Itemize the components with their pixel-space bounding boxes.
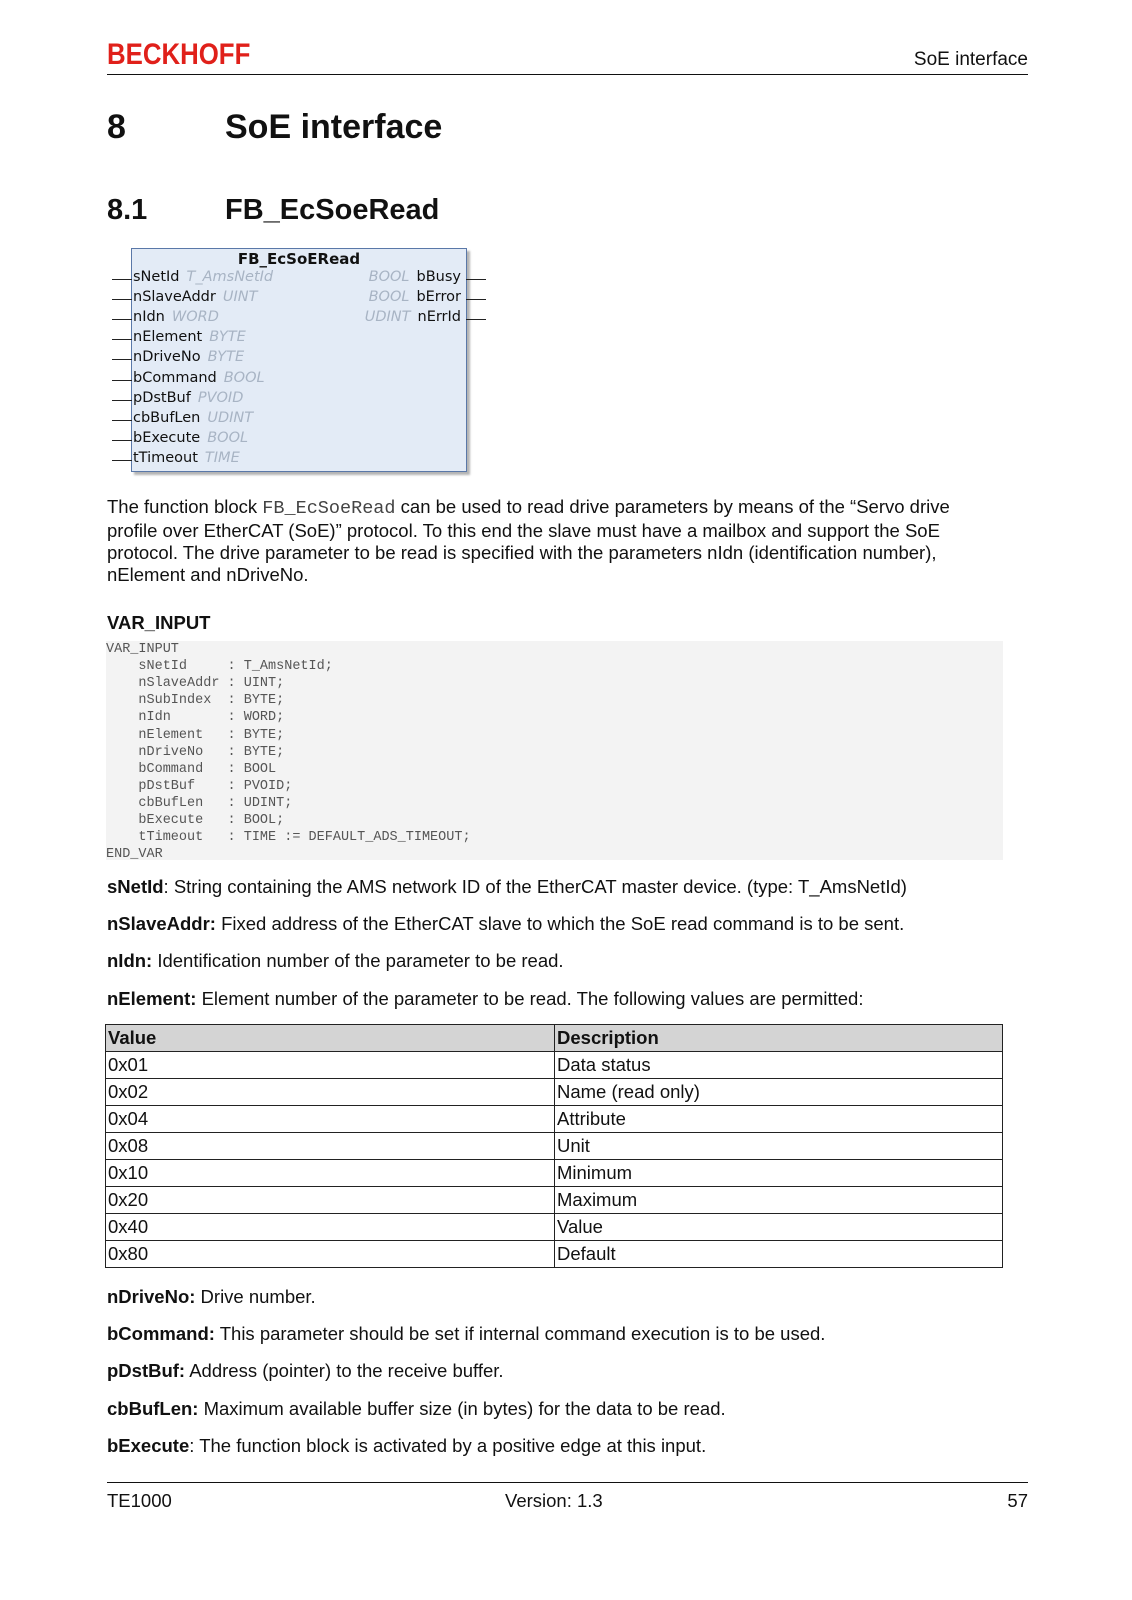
intro-line-4: nElement and nDriveNo. <box>107 564 309 585</box>
param-name: nIdn: <box>107 950 153 971</box>
fb-output-pin <box>365 309 461 325</box>
fb-name-code: FB_EcSoeRead <box>262 498 396 519</box>
fb-input-name: tTimeout <box>133 449 198 466</box>
param-separator: : <box>189 1435 200 1456</box>
section-title: FB_EcSoeRead <box>225 194 440 226</box>
fb-input-row <box>132 430 462 450</box>
code-line: nDriveNo : BYTE; <box>106 744 285 760</box>
fb-output-wire <box>466 319 486 320</box>
code-line: nElement : BYTE; <box>106 727 285 743</box>
param-text: Fixed address of the EtherCAT slave to which the SoE read command is to be sent. <box>221 913 905 934</box>
fb-input-type: T_AmsNetId <box>186 269 274 285</box>
param-description <box>107 876 907 898</box>
param-text: Identification number of the parameter to be read. <box>157 950 564 971</box>
param-name: nElement: <box>107 988 197 1009</box>
intro-text-a: The function block <box>107 496 263 517</box>
fb-input-pin <box>133 450 240 466</box>
code-line: bExecute : BOOL; <box>106 813 285 828</box>
fb-input-type: BOOL <box>207 429 249 446</box>
footer-doc: TE1000 <box>107 1490 172 1511</box>
intro-line-2: profile over EtherCAT (SoE)” protocol. To this end the slave must have a mailbox and support the SoE <box>107 520 940 541</box>
param-text: This parameter should be set if internal command execution is to be used. <box>219 1323 826 1344</box>
fb-output-type: BOOL <box>368 269 410 285</box>
fb-input-pin <box>133 430 248 446</box>
fb-output-type: UDINT <box>364 309 411 326</box>
fb-input-row <box>132 450 462 470</box>
param-name: pDstBuf: <box>107 1360 186 1381</box>
intro-line-3: protocol. The drive parameter to be read is specified with the parameters nIdn (identification number), <box>107 542 937 563</box>
fb-output-name: bError <box>416 289 461 306</box>
param-description <box>107 1435 706 1457</box>
fb-input-pin <box>133 390 243 406</box>
intro-line-1 <box>107 496 1007 520</box>
var-input-heading: VAR_INPUT <box>107 612 211 633</box>
fb-input-pin <box>133 410 253 426</box>
chapter-title: SoE interface <box>225 108 443 146</box>
table-row <box>106 1106 1003 1133</box>
fb-output-pin <box>369 289 461 305</box>
table-cell-value: 0x01 <box>106 1052 555 1079</box>
table-cell-description: Data status <box>555 1052 1003 1079</box>
fb-input-name: cbBufLen <box>133 409 201 426</box>
param-name: nDriveNo: <box>107 1286 196 1307</box>
table-cell-description: Maximum <box>555 1187 1003 1214</box>
fb-input-name: nDriveNo <box>133 349 201 366</box>
param-name: nSlaveAddr: <box>107 913 216 934</box>
footer-rule <box>107 1482 1028 1483</box>
fb-input-wire <box>112 299 132 300</box>
fb-input-type: PVOID <box>197 389 244 406</box>
table-cell-value: 0x08 <box>106 1133 555 1160</box>
table-cell-description: Unit <box>555 1133 1003 1160</box>
fb-output-wire <box>466 279 486 280</box>
fb-input-type: BOOL <box>223 369 265 386</box>
fb-output-pin <box>369 269 461 285</box>
table-cell-value: 0x10 <box>106 1160 555 1187</box>
fb-input-type: BYTE <box>209 329 246 346</box>
table-row <box>106 1079 1003 1106</box>
param-description <box>107 950 564 972</box>
section-number: 8.1 <box>107 194 148 226</box>
intro-paragraph <box>107 496 1007 586</box>
table-cell-description: Minimum <box>555 1160 1003 1187</box>
table-cell-value: 0x20 <box>106 1187 555 1214</box>
table-row <box>106 1133 1003 1160</box>
table-cell-description: Value <box>555 1214 1003 1241</box>
fb-input-type: WORD <box>171 309 219 326</box>
fb-input-name: nIdn <box>133 309 165 326</box>
header-rule <box>107 74 1028 75</box>
fb-title: FB_EcSoERead <box>237 250 361 268</box>
param-description <box>107 913 904 935</box>
code-line: pDstBuf : PVOID; <box>106 778 293 794</box>
fb-input-wire <box>112 339 132 340</box>
code-line: nIdn : WORD; <box>106 710 285 726</box>
table-header-description: Description <box>555 1025 1003 1052</box>
param-text: Address (pointer) to the receive buffer. <box>189 1360 504 1381</box>
fb-input-wire <box>112 380 132 381</box>
param-separator: : <box>163 876 174 897</box>
table-cell-value: 0x80 <box>106 1241 555 1268</box>
fb-output-name: bBusy <box>416 269 461 285</box>
code-line: sNetId : T_AmsNetId; <box>106 659 333 675</box>
table-row <box>106 1160 1003 1187</box>
table-cell-description: Attribute <box>555 1106 1003 1133</box>
fb-input-type: BYTE <box>207 349 245 366</box>
table-cell-description: Name (read only) <box>555 1079 1003 1106</box>
fb-input-name: bCommand <box>133 369 217 386</box>
fb-input-pin <box>133 309 219 325</box>
code-line: cbBufLen : UDINT; <box>106 795 293 811</box>
beckhoff-logo: BECKHOFF <box>107 38 251 71</box>
table-cell-value: 0x02 <box>106 1079 555 1106</box>
param-description <box>107 988 864 1010</box>
table-cell-value: 0x04 <box>106 1106 555 1133</box>
fb-input-name: pDstBuf <box>133 389 191 406</box>
table-header-row <box>106 1025 1003 1052</box>
fb-input-wire <box>112 420 132 421</box>
fb-input-wire <box>112 460 132 461</box>
code-line: bCommand : BOOL <box>106 761 277 777</box>
param-text: Element number of the parameter to be read. The following values are permitted: <box>201 988 864 1009</box>
fb-output-name: nErrId <box>417 309 461 326</box>
param-text: The function block is activated by a positive edge at this input. <box>199 1435 707 1456</box>
fb-input-name: bExecute <box>133 429 201 446</box>
fb-output-type: BOOL <box>368 289 410 306</box>
fb-input-pin <box>133 370 265 386</box>
table-row <box>106 1187 1003 1214</box>
fb-input-row <box>132 349 462 369</box>
fb-input-pin <box>133 349 244 365</box>
code-line: nSlaveAddr : UINT; <box>106 676 285 692</box>
param-text: String containing the AMS network ID of the EtherCAT master device. (type: T_AmsNetId) <box>173 876 907 897</box>
param-name: bCommand: <box>107 1323 215 1344</box>
param-description <box>107 1323 825 1345</box>
fb-input-wire <box>112 400 132 401</box>
table-row <box>106 1214 1003 1241</box>
fb-input-row <box>132 329 462 349</box>
code-line: nSubIndex : BYTE; <box>106 693 285 709</box>
param-description <box>107 1286 316 1308</box>
fb-input-wire <box>112 359 132 360</box>
header-section-title: SoE interface <box>913 49 1028 70</box>
table-cell-value: 0x40 <box>106 1214 555 1241</box>
fb-input-pin <box>133 329 246 345</box>
table-row <box>106 1241 1003 1268</box>
fb-input-row <box>132 410 462 430</box>
chapter-number: 8 <box>107 108 126 146</box>
param-name: bExecute <box>107 1435 190 1456</box>
function-block-diagram <box>131 248 467 472</box>
param-description <box>107 1398 726 1420</box>
footer-version: Version: 1.3 <box>505 1490 603 1511</box>
table-header-value: Value <box>106 1025 555 1052</box>
param-name: cbBufLen: <box>107 1398 199 1419</box>
code-line: VAR_INPUT <box>106 642 179 657</box>
fb-input-pin <box>133 269 273 285</box>
code-block <box>106 641 1003 863</box>
param-description <box>107 1360 504 1382</box>
element-values-table <box>105 1024 1003 1268</box>
param-text: Drive number. <box>200 1286 316 1307</box>
code-line: END_VAR <box>106 847 163 863</box>
param-name: sNetId <box>107 876 164 897</box>
fb-input-row <box>132 390 462 410</box>
fb-input-wire <box>112 440 132 441</box>
code-line: tTimeout : TIME := DEFAULT_ADS_TIMEOUT; <box>106 830 471 846</box>
fb-input-row <box>132 269 462 289</box>
table-cell-description: Default <box>555 1241 1003 1268</box>
fb-input-name: nElement <box>133 329 203 346</box>
fb-input-type: UDINT <box>207 409 254 426</box>
param-text: Maximum available buffer size (in bytes) for the data to be read. <box>203 1398 726 1419</box>
fb-input-type: UINT <box>222 289 258 306</box>
fb-input-row <box>132 289 462 309</box>
fb-input-name: nSlaveAddr <box>133 289 216 306</box>
fb-input-row <box>132 309 462 329</box>
fb-input-pin <box>133 289 257 305</box>
fb-input-wire <box>112 279 132 280</box>
fb-input-name: sNetId <box>133 269 180 285</box>
fb-output-wire <box>466 299 486 300</box>
fb-input-type: TIME <box>204 449 240 466</box>
fb-input-wire <box>112 319 132 320</box>
footer-page-number: 57 <box>1007 1490 1028 1511</box>
table-row <box>106 1052 1003 1079</box>
fb-input-row <box>132 370 462 390</box>
intro-text-b: can be used to read drive parameters by means of the “Servo drive <box>395 496 950 517</box>
